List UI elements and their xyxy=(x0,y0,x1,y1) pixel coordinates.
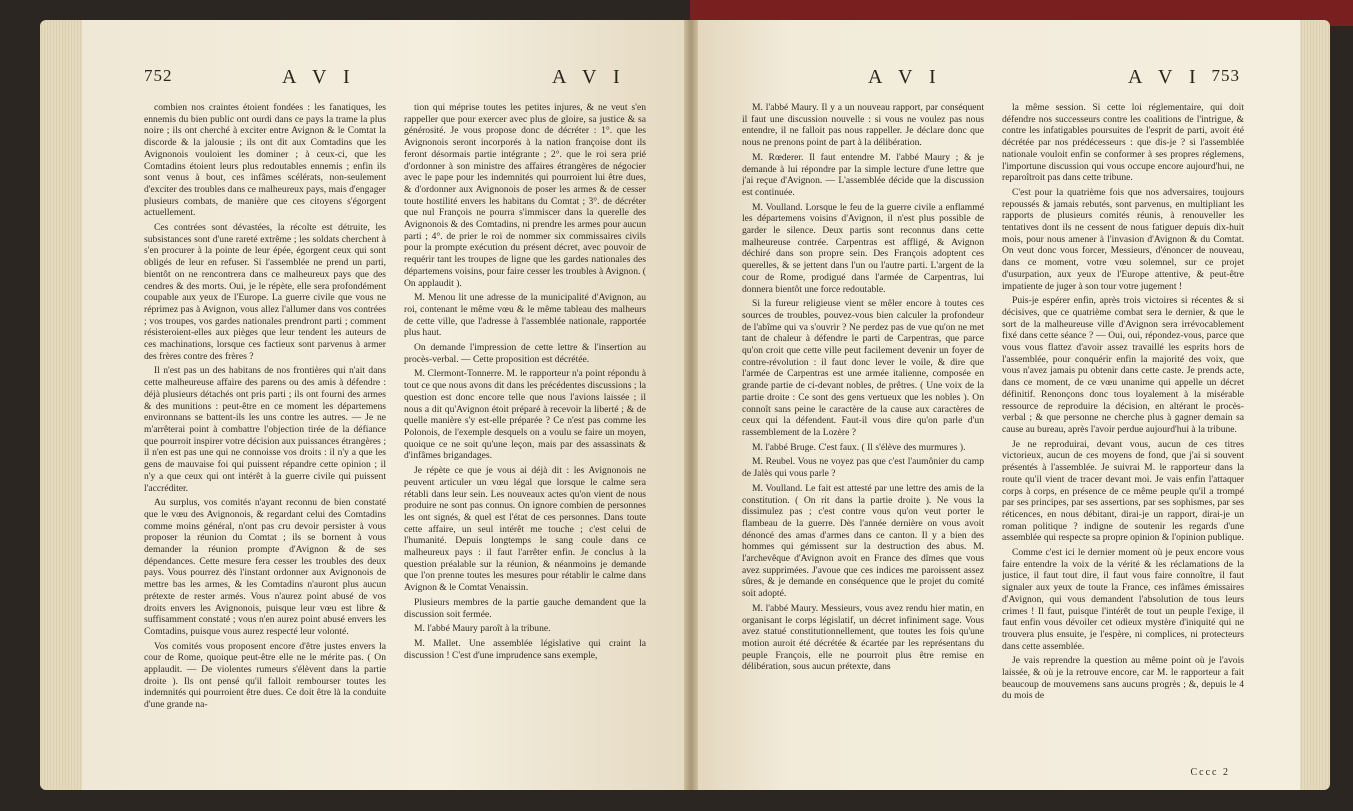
right-page xyxy=(698,20,1300,790)
right-column-2 xyxy=(1002,102,1244,762)
book-spine xyxy=(684,20,698,790)
paragraph: Si la fureur religieuse vient se mêler encore à toutes ces sources de troubles, pouvez-vous bien calculer la profondeur de l'abîme qui va s'ouvrir ? Ne perdez pas de vue qu'on ne met tant de chaleur à défendre le parti de Carpentras, que parce qu'on croit que cette ville peut facilement devenir un foyer de contre-révolution : il faut donc lever le voile, & dire que l'armée de Carpentras est une armée italienne, composée en grande partie de ci-devant nobles, de prêtres. ( Une voix de la partie droite : Ce sont des gens vertueux que les nobles ). On connoît sans peine le caractère de la cause aux caractères de ceux qui la défendent. Faut-il vous dire qu'on parle d'un rassemblement de la Lozère ? xyxy=(742,298,984,438)
paragraph: Je ne reproduirai, devant vous, aucun de ces titres victorieux, aucun de ces moyens de fond, que j'ai si souvent présentés à l'assemblée. Je suivrai M. le rapporteur dans la route qu'il vient de tracer devant moi. Je vais enfin l'attaquer corps à corps, en présence de ce même peuple qu'il a trompé par ses principes, par ses assertions, par ses sophismes, par ses réticences, en nous débitant, dirai-je un rapport, dirai-je un roman politique ? indigne de soutenir les regards d'une assemblée qui respecte sa propre opinion & l'opinion publique. xyxy=(1002,438,1244,544)
paragraph: tion qui méprise toutes les petites injures, & ne veut s'en rappeller que pour exercer avec plus de gloire, sa justice & sa générosité. Je vous propose donc de décréter : 1°. que les Avignonois seront incorporés à la nation françoise dont ils feront désormais partie intégrante ; 2°. que le roi sera prié d'ordonner à son ministre des affaires étrangères de négocier avec le pape pour les indemnités qui pourroient lui être dues, & d'ordonner aux Avignonois de poser les armes & de cesser toute hostilité envers les habitans du Comtat ; 3°. de décréter que nul François ne pourra s'immiscer dans la querelle des Avignonois & des Comtadins, ni prendre les armes pour aucun parti ; 4°. de prier le roi de nommer six commissaires civils pour la prompte exécution du présent décret, avec pouvoir de requérir tant les troupes de ligne que les gardes nationales des départemens voisins, pour faire cesser les troubles à Avignon. ( On applaudit ). xyxy=(404,102,646,289)
left-page-number: 752 xyxy=(144,66,173,85)
right-running-head xyxy=(698,66,1300,92)
left-column-2 xyxy=(404,102,646,762)
left-running-head xyxy=(82,66,684,92)
paragraph: Je vais reprendre la question au même point où je l'avois laissée, & où je la retrouve encore, car M. le rapporteur a fait beaucoup de mouvemens sans aucuns progrès ; &, depuis le 4 du mois de xyxy=(1002,655,1244,702)
paragraph: M. Reubel. Vous ne voyez pas que c'est l'aumônier du camp de Jalès qui vous parle ? xyxy=(742,456,984,480)
left-running-title-2: A V I xyxy=(552,66,626,88)
paragraph: M. Menou lit une adresse de la municipalité d'Avignon, au roi, contenant le même vœu & le même tableau des malheurs de cette ville, que l'adresse à l'assemblée nationale, rapportée plus haut. xyxy=(404,292,646,339)
left-page-columns xyxy=(144,102,646,762)
paragraph: On demande l'impression de cette lettre & l'insertion au procès-verbal. — Cette proposition est décrétée. xyxy=(404,342,646,365)
right-running-title-1: A V I xyxy=(868,66,942,88)
right-column-1 xyxy=(742,102,984,762)
paragraph: la même session. Si cette loi réglementaire, qui doit défendre nos successeurs contre les coalitions de l'intrigue, & contre les infatigables poursuites de l'esprit de parti, avoit été décrétée par nos prédécesseurs : que dis-je ? si l'assemblée nationale vouloit enfin se conformer à ses propres réglemens, l'importune discussion qui vous occupe encore aujourd'hui, ne reparoîtroit pas dans cette tribune. xyxy=(1002,102,1244,184)
page-edges-left xyxy=(40,20,82,790)
paragraph: M. Voulland. Le fait est attesté par une lettre des amis de la constitution. ( On rit dans la partie droite ). Ne vous la dissimulez pas ; c'est contre vous qu'on veut porter le flambeau de la guerre. Dès l'année dernière on vous avoit dénoncé des amas d'armes dans ce canton. Il y a bien des hommes qui gémissent sur la destruction des abus. M. l'archevêque d'Avignon avoit en France des dîmes que vous avez supprimées. J'avoue que ces indices me paroissent assez sûres, & je demande en conséquence que le projet du comité soit adopté. xyxy=(742,482,984,600)
right-page-number: 753 xyxy=(1211,66,1240,85)
paragraph: Au surplus, vos comités n'ayant reconnu de bien constaté que le vœu des Avignonois, & regardant celui des Comtadins comme moins général, n'ont pas cru devoir persister à vous proposer la réunion du Comtat ; ils se bornent à vous demander la réunion prompte d'Avignon & de ses dépendances. Cette mesure fera cesser les troubles des deux pays. Vous pourrez dès l'instant ordonner aux Avignonois de mettre bas les armes, & les Comtadins n'auront plus aucun prétexte de rester armés. Vous n'aurez point abusé de vos droits envers les Avignonois, puisque leur vœu est libre & suffisamment constaté ; vous n'en aurez point abusé envers les Comtadins, puisque vous aurez respecté leur volonté. xyxy=(144,497,386,637)
paragraph: M. l'abbé Maury paroît à la tribune. xyxy=(414,623,551,635)
left-page xyxy=(82,20,684,790)
right-running-title-2: A V I xyxy=(1128,66,1202,88)
paragraph: Je répète ce que je vous ai déjà dit : les Avignonois ne peuvent articuler un vœu légal que lorsque le calme sera rétabli dans leur sein. Les nouveaux actes qu'on vient de nous produire ne sont pas connus. On ignore combien de personnes les ont signés, & quel est l'état de ces personnes. Dans toute cette affaire, un seul intérêt me touche ; c'est celui de l'humanité. Depuis longtemps le sang coule dans ce malheureux pays : il faut l'arrêter enfin. Je conclus à la question préalable sur la réunion, & néanmoins je demande que l'on prenne toutes les mesures pour rétablir le calme dans Avignon & le Comtat Venaissin. xyxy=(404,465,646,594)
paragraph: M. l'abbé Maury. Il y a un nouveau rapport, par conséquent il faut une discussion nouvelle : si vous ne voulez pas nous entendre, il ne falloit pas nous rappeller. Je déclare donc que nous ne prenons point de part à la délibération. xyxy=(742,102,984,149)
paragraph: Il n'est pas un des habitans de nos frontières qui n'ait dans cette malheureuse affaire des parens ou des amis à défendre : déjà plusieurs détachés ont pris parti ; ils ont fourni des armes & des munitions : peut-être en ce moment les départemens environnans se battent-ils les uns contre les autres. — Je ne m'arrêterai point à combattre l'objection tirée de la défiance que pourroit inspirer votre décision aux puissances étrangères ; il n'en est pas une qui ne connoisse vos droits : il n'y a que les gens de mauvaise foi qui puissent répandre cette opinion ; il n'y a que ceux qui ont intérêt à la guerre civile qui puissent l'accréditer. xyxy=(144,365,386,494)
paragraph: M. Rœderer. Il faut entendre M. l'abbé Maury ; & je demande à lui répondre par la simple lecture d'une lettre que j'ai reçue d'Avignon. — L'assemblée décide que la discussion est continuée. xyxy=(742,151,984,198)
left-column-1 xyxy=(144,102,386,762)
paragraph: C'est pour la quatrième fois que nos adversaires, toujours repoussés & jamais rebutés, sont parvenus, en multipliant les rapports de plusieurs comités réunis, à renouveller les tentatives dont ils ne cessent de nous fatiguer depuis dix-huit mois, pour nous amener à l'invasion d'Avignon & du Comtat. On veut donc vous forcer, Messieurs, d'énoncer de nouveau, dans ce moment, votre vœu solemnel, sur ce projet d'usurpation, aux yeux de l'Europe attentive, & peut-être impatiente de juger à son tour votre jugement ! xyxy=(1002,186,1244,292)
paragraph: M. Mallet. Une assemblée législative qui craint la discussion ! C'est d'une imprudence sans exemple, xyxy=(404,637,646,661)
paragraph: combien nos craintes étoient fondées : les fanatiques, les ennemis du bien public ont ourdi dans ce pays la trame la plus noire ; ils ont cherché à exciter entre Avignon & le Comtat la discorde & la jalousie ; ils ont dit aux Comtadins que les Avignonois vouloient les dominer ; à ceux-ci, que les Comtadins étoient leurs plus redoutables ennemis ; enfin ils sont venus à bout, ces infâmes scélérats, non-seulement d'exciter des troubles dans ce malheureux pays, mais d'engager plusieurs combats, de manière que ces citoyens s'égorgent actuellement. xyxy=(144,102,386,219)
paragraph: Puis-je espérer enfin, après trois victoires si récentes & si décisives, que ce quatrième combat sera le dernier, & que le sort de la malheureuse ville d'Avignon sera irrévocablement fixé dans cette séance ? — Oui, oui, répondez-vous, parce que vous vous flattez d'avoir assez travaillé les esprits hors de l'assemblée, pour conquérir enfin la majorité des voix, que vous n'avez jamais pu obtenir dans cette caste. Je prends acte, dans ce moment, de ce vœu unanime qui appelle un décret définitif. Renonçons donc tous loyalement à la misérable ressource de reproduire la décision, en altérant le procès-verbal ; & que personne ne cherche plus à gagner demain sa cause au bureau, après l'avoir perdue aujourd'hui à la tribune. xyxy=(1002,295,1244,435)
paragraph: M. l'abbé Maury. Messieurs, vous avez rendu hier matin, en organisant le corps législatif, un décret infiniment sage. Vous avez statué constitutionnellement, que toutes les fois qu'une motion auroit été décrétée & écartée par les représentans du peuple François, elle ne pourroit plus être remise en délibération, sous aucun prétexte, dans xyxy=(742,602,984,673)
page-edges-right xyxy=(1300,20,1330,790)
paragraph: M. l'abbé Bruge. C'est faux. ( Il s'élève des murmures ). xyxy=(752,441,966,453)
open-book xyxy=(40,20,1330,790)
paragraph: Plusieurs membres de la partie gauche demandent que la discussion soit fermée. xyxy=(404,596,646,620)
right-page-columns xyxy=(742,102,1244,762)
left-running-title-1: A V I xyxy=(282,66,356,88)
paragraph: Comme c'est ici le dernier moment où je peux encore vous faire entendre la voix de la vérité & les réclamations de la justice, il faut tout dire, il faut vous faire connoître, il faut signaler aux yeux de toute la France, ces infâmes émissaires d'Avignon, qui vous demandent l'absolution de tous leurs crimes ! Il faut, puisque l'intérêt de tout un peuple l'exige, il faut enfin vous dévoiler cet odieux mystère d'iniquité qui ne trouvera plus ensuite, je l'espère, ni complices, ni protecteurs dans cette assemblée. xyxy=(1002,547,1244,652)
paragraph: M. Voulland. Lorsque le feu de la guerre civile a enflammé les départemens voisins d'Avignon, il n'est plus possible de garder le silence. Deux partis sont reconnus dans cette malheureuse contrée. Carpentras est affligé, & Avignon déchiré dans son propre sein. Des François adoptent ces querelles, & se jettent dans l'un ou l'autre parti. L'argent de la cour de Rome, prodigué dans l'armée de Carpentras, lui donnera bientôt une force redoutable. xyxy=(742,201,984,295)
signature-mark: Cccc 2 xyxy=(1190,767,1230,778)
paragraph: Ces contrées sont dévastées, la récolte est détruite, les subsistances sont d'une rareté extrême ; les soldats cherchent à s'en procurer à la pointe de leur épée, égorgent ceux qui sont obligés de leur en refuser. Si l'assemblée ne prend un parti, bientôt on ne rencontrera dans ce malheureux pays que des cendres & des morts. Oui, je le répète, elle sera profondément coupable aux yeux de l'Europe. La guerre civile que vous ne réprimez pas à Avignon, vous allez l'allumer dans vos contrées ; vos troupes, vos gardes nationales prendront parti ; comment résisteroient-elles aux pièges que leur tendent les auteurs de ces machinations, lorsque ces factieux sont parvenus à armer des frères contre des frères ? xyxy=(144,222,386,362)
paragraph: M. Clermont-Tonnerre. M. le rapporteur n'a point répondu à tout ce que nous avons dit dans les précédentes discussions ; la question est donc encore telle que nous l'avions laissée ; il nous a dit qu'Avignon étoit préparé à recevoir la liberté ; & de quelle manière s'y est-elle préparée ? Ce n'est pas comme les Polonois, de l'exemple desquels on a voulu se faire un moyen, quoique ce ne soit qu'une leçon, mais par des assassinats & d'infâmes brigandages. xyxy=(404,368,646,462)
paragraph: Vos comités vous proposent encore d'être justes envers la cour de Rome, quoique peut-être elle ne le mérite pas. ( On applaudit. — De violentes rumeurs s'élèvent dans la partie droite ). Ils ont pensé qu'il falloit rembourser toutes les indemnités qui pourroient être dues. Ce doit être là la conduite d'une grande na- xyxy=(144,640,386,711)
